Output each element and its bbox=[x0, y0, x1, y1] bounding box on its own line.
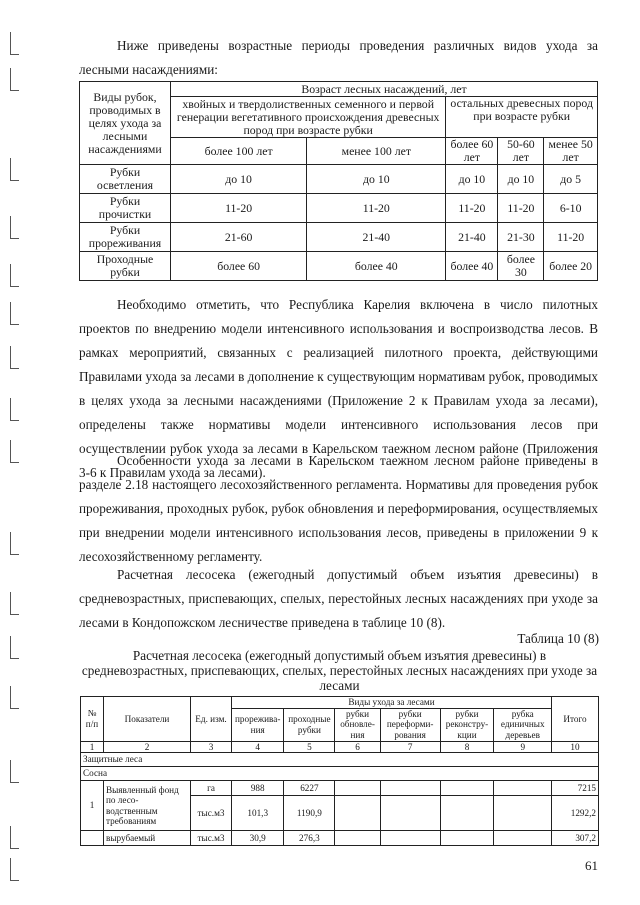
head-unit: Ед. изм. bbox=[191, 697, 232, 742]
head-col: прорежива-ния bbox=[232, 708, 284, 741]
col-num: 2 bbox=[104, 741, 191, 753]
cell-total: 307,2 bbox=[552, 831, 599, 846]
cell: 276,3 bbox=[284, 831, 335, 846]
cell: 1190,9 bbox=[284, 796, 335, 831]
head-col: проходные рубки bbox=[284, 708, 335, 741]
cell: 11-20 bbox=[171, 194, 307, 223]
cell: 988 bbox=[232, 781, 284, 796]
table-row bbox=[81, 781, 599, 796]
cell: более 40 bbox=[307, 252, 446, 281]
col-num: 8 bbox=[440, 741, 494, 753]
head-col: рубки обновле-ния bbox=[335, 708, 380, 741]
binding-holes bbox=[10, 20, 22, 880]
col-num: 1 bbox=[81, 741, 104, 753]
cell: 21-40 bbox=[446, 223, 498, 252]
cell bbox=[440, 796, 494, 831]
cell bbox=[335, 796, 380, 831]
col-head-main: Виды рубок, проводимых в целях ухода за лесными насаждениями bbox=[80, 82, 171, 165]
age-periods-table bbox=[79, 81, 598, 281]
col-num: 7 bbox=[380, 741, 440, 753]
cell: 11-20 bbox=[544, 223, 598, 252]
cell: 21-60 bbox=[171, 223, 307, 252]
col-num: 5 bbox=[284, 741, 335, 753]
col-num: 10 bbox=[552, 741, 599, 753]
cell: до 10 bbox=[307, 165, 446, 194]
cell bbox=[335, 831, 380, 846]
page-number: 61 bbox=[585, 858, 598, 873]
cell: 30,9 bbox=[232, 831, 284, 846]
sub-head: более 100 лет bbox=[171, 138, 307, 165]
head-col: рубка единичных деревьев bbox=[494, 708, 552, 741]
row-name: Проходные рубки bbox=[80, 252, 171, 281]
cell bbox=[380, 781, 440, 796]
indicator-found-fund: Выявленный фонд по лесо-водственным требованиям bbox=[104, 781, 191, 831]
column-numbers-row bbox=[81, 741, 599, 753]
cell bbox=[380, 796, 440, 831]
col-num: 9 bbox=[494, 741, 552, 753]
col-num: 4 bbox=[232, 741, 284, 753]
group2-head: остальных древесных пород при возрасте рубки bbox=[446, 97, 598, 138]
cell: более 30 bbox=[498, 252, 544, 281]
cell: 101,3 bbox=[232, 796, 284, 831]
head-no: № п/п bbox=[81, 697, 104, 742]
cell bbox=[494, 781, 552, 796]
row-name: Рубки осветления bbox=[80, 165, 171, 194]
group1-head: хвойных и твердолиственных семенного и первой генерации вегетативного происхождения древесных пород при возрасте рубки bbox=[171, 97, 446, 138]
sub-head: менее 50 лет bbox=[544, 138, 598, 165]
sub-head: менее 100 лет bbox=[307, 138, 446, 165]
row-name: Рубки прочистки bbox=[80, 194, 171, 223]
cell bbox=[440, 831, 494, 846]
paragraph-features: Особенности ухода за лесами в Карельском таежном лесном районе приведены в разделе 2.18 настоящего лесохозяйственного регламента. Нормативы для проведения рубок прореживания, проходных рубок, рубок обновления и переформирования, осуществляемых при внедрении модели интенсивного использования лесов, приведены в приложении 9 к лесохозяйственному регламенту. bbox=[79, 453, 598, 564]
cell: до 10 bbox=[498, 165, 544, 194]
cell bbox=[81, 831, 104, 846]
col-head-age: Возраст лесных насаждений, лет bbox=[171, 82, 598, 97]
cell-total: 7215 bbox=[552, 781, 599, 796]
cell: до 5 bbox=[544, 165, 598, 194]
species-title: Сосна bbox=[81, 767, 599, 781]
section-row bbox=[81, 753, 599, 767]
row-name: Рубки прореживания bbox=[80, 223, 171, 252]
table-row bbox=[81, 831, 599, 846]
cell-total: 1292,2 bbox=[552, 796, 599, 831]
col-num: 3 bbox=[191, 741, 232, 753]
table-row bbox=[80, 223, 598, 252]
cell bbox=[335, 781, 380, 796]
row-number: 1 bbox=[81, 781, 104, 831]
cell: 21-40 bbox=[307, 223, 446, 252]
cell: 11-20 bbox=[307, 194, 446, 223]
cell: 21-30 bbox=[498, 223, 544, 252]
table-row bbox=[80, 194, 598, 223]
cell bbox=[380, 831, 440, 846]
indicator-harvested: вырубаемый bbox=[104, 831, 191, 846]
cell: более 20 bbox=[544, 252, 598, 281]
col-num: 6 bbox=[335, 741, 380, 753]
head-col: рубки переформи-рования bbox=[380, 708, 440, 741]
cell bbox=[440, 781, 494, 796]
intro-text: Ниже приведены возрастные периоды проведения различных видов ухода за лесными насаждениями: bbox=[79, 38, 598, 77]
head-care-types: Виды ухода за лесами bbox=[232, 697, 552, 709]
section-title: Защитные леса bbox=[81, 753, 599, 767]
cell: 6227 bbox=[284, 781, 335, 796]
head-indicator: Показатели bbox=[104, 697, 191, 742]
paragraph-pilot-project: Необходимо отметить, что Республика Карелия включена в число пилотных проектов по внедрению модели интенсивного использования и воспроизводства лесов. В рамках мероприятий, связанных с реализацией пилотного проекта, действующими Правилами ухода за лесами в дополнение к существующим нормативам рубок, проводимых в целях ухода за лесными насаждениями (Приложение 2 к Правилам ухода за лесами), определены также нормативы модели интенсивного использования лесов при осуществлении рубок ухода за лесами в Карельском таежном лесном районе (Приложения 3-6 к Правилам ухода за лесами). bbox=[79, 297, 598, 480]
table-title: Расчетная лесосека (ежегодный допустимый объем изъятия древесины) в средневозрастных, приспевающих, спелых, перестойных лесных насаждениях при уходе за лесами bbox=[81, 648, 598, 693]
table-row bbox=[80, 165, 598, 194]
unit: га bbox=[191, 781, 232, 796]
species-row bbox=[81, 767, 599, 781]
cell: более 40 bbox=[446, 252, 498, 281]
sub-head: 50-60 лет bbox=[498, 138, 544, 165]
unit: тыс.м3 bbox=[191, 831, 232, 846]
cell: 11-20 bbox=[498, 194, 544, 223]
cell: до 10 bbox=[446, 165, 498, 194]
cell bbox=[494, 796, 552, 831]
table-label: Таблица 10 (8) bbox=[517, 631, 599, 646]
table-row bbox=[80, 252, 598, 281]
cell bbox=[494, 831, 552, 846]
cell: более 60 bbox=[171, 252, 307, 281]
unit: тыс.м3 bbox=[191, 796, 232, 831]
paragraph-cutting-area: Расчетная лесосека (ежегодный допустимый объем изъятия древесины) в средневозрастных, приспевающих, спелых, перестойных лесных насаждениях при уходе за лесами в Кондопожском лесничестве приведена в таблице 10 (8). bbox=[79, 567, 598, 630]
sub-head: более 60 лет bbox=[446, 138, 498, 165]
cell: до 10 bbox=[171, 165, 307, 194]
head-col: рубки реконстру-кции bbox=[440, 708, 494, 741]
cell: 11-20 bbox=[446, 194, 498, 223]
cutting-area-table bbox=[80, 696, 599, 846]
head-total: Итого bbox=[552, 697, 599, 742]
cell: 6-10 bbox=[544, 194, 598, 223]
